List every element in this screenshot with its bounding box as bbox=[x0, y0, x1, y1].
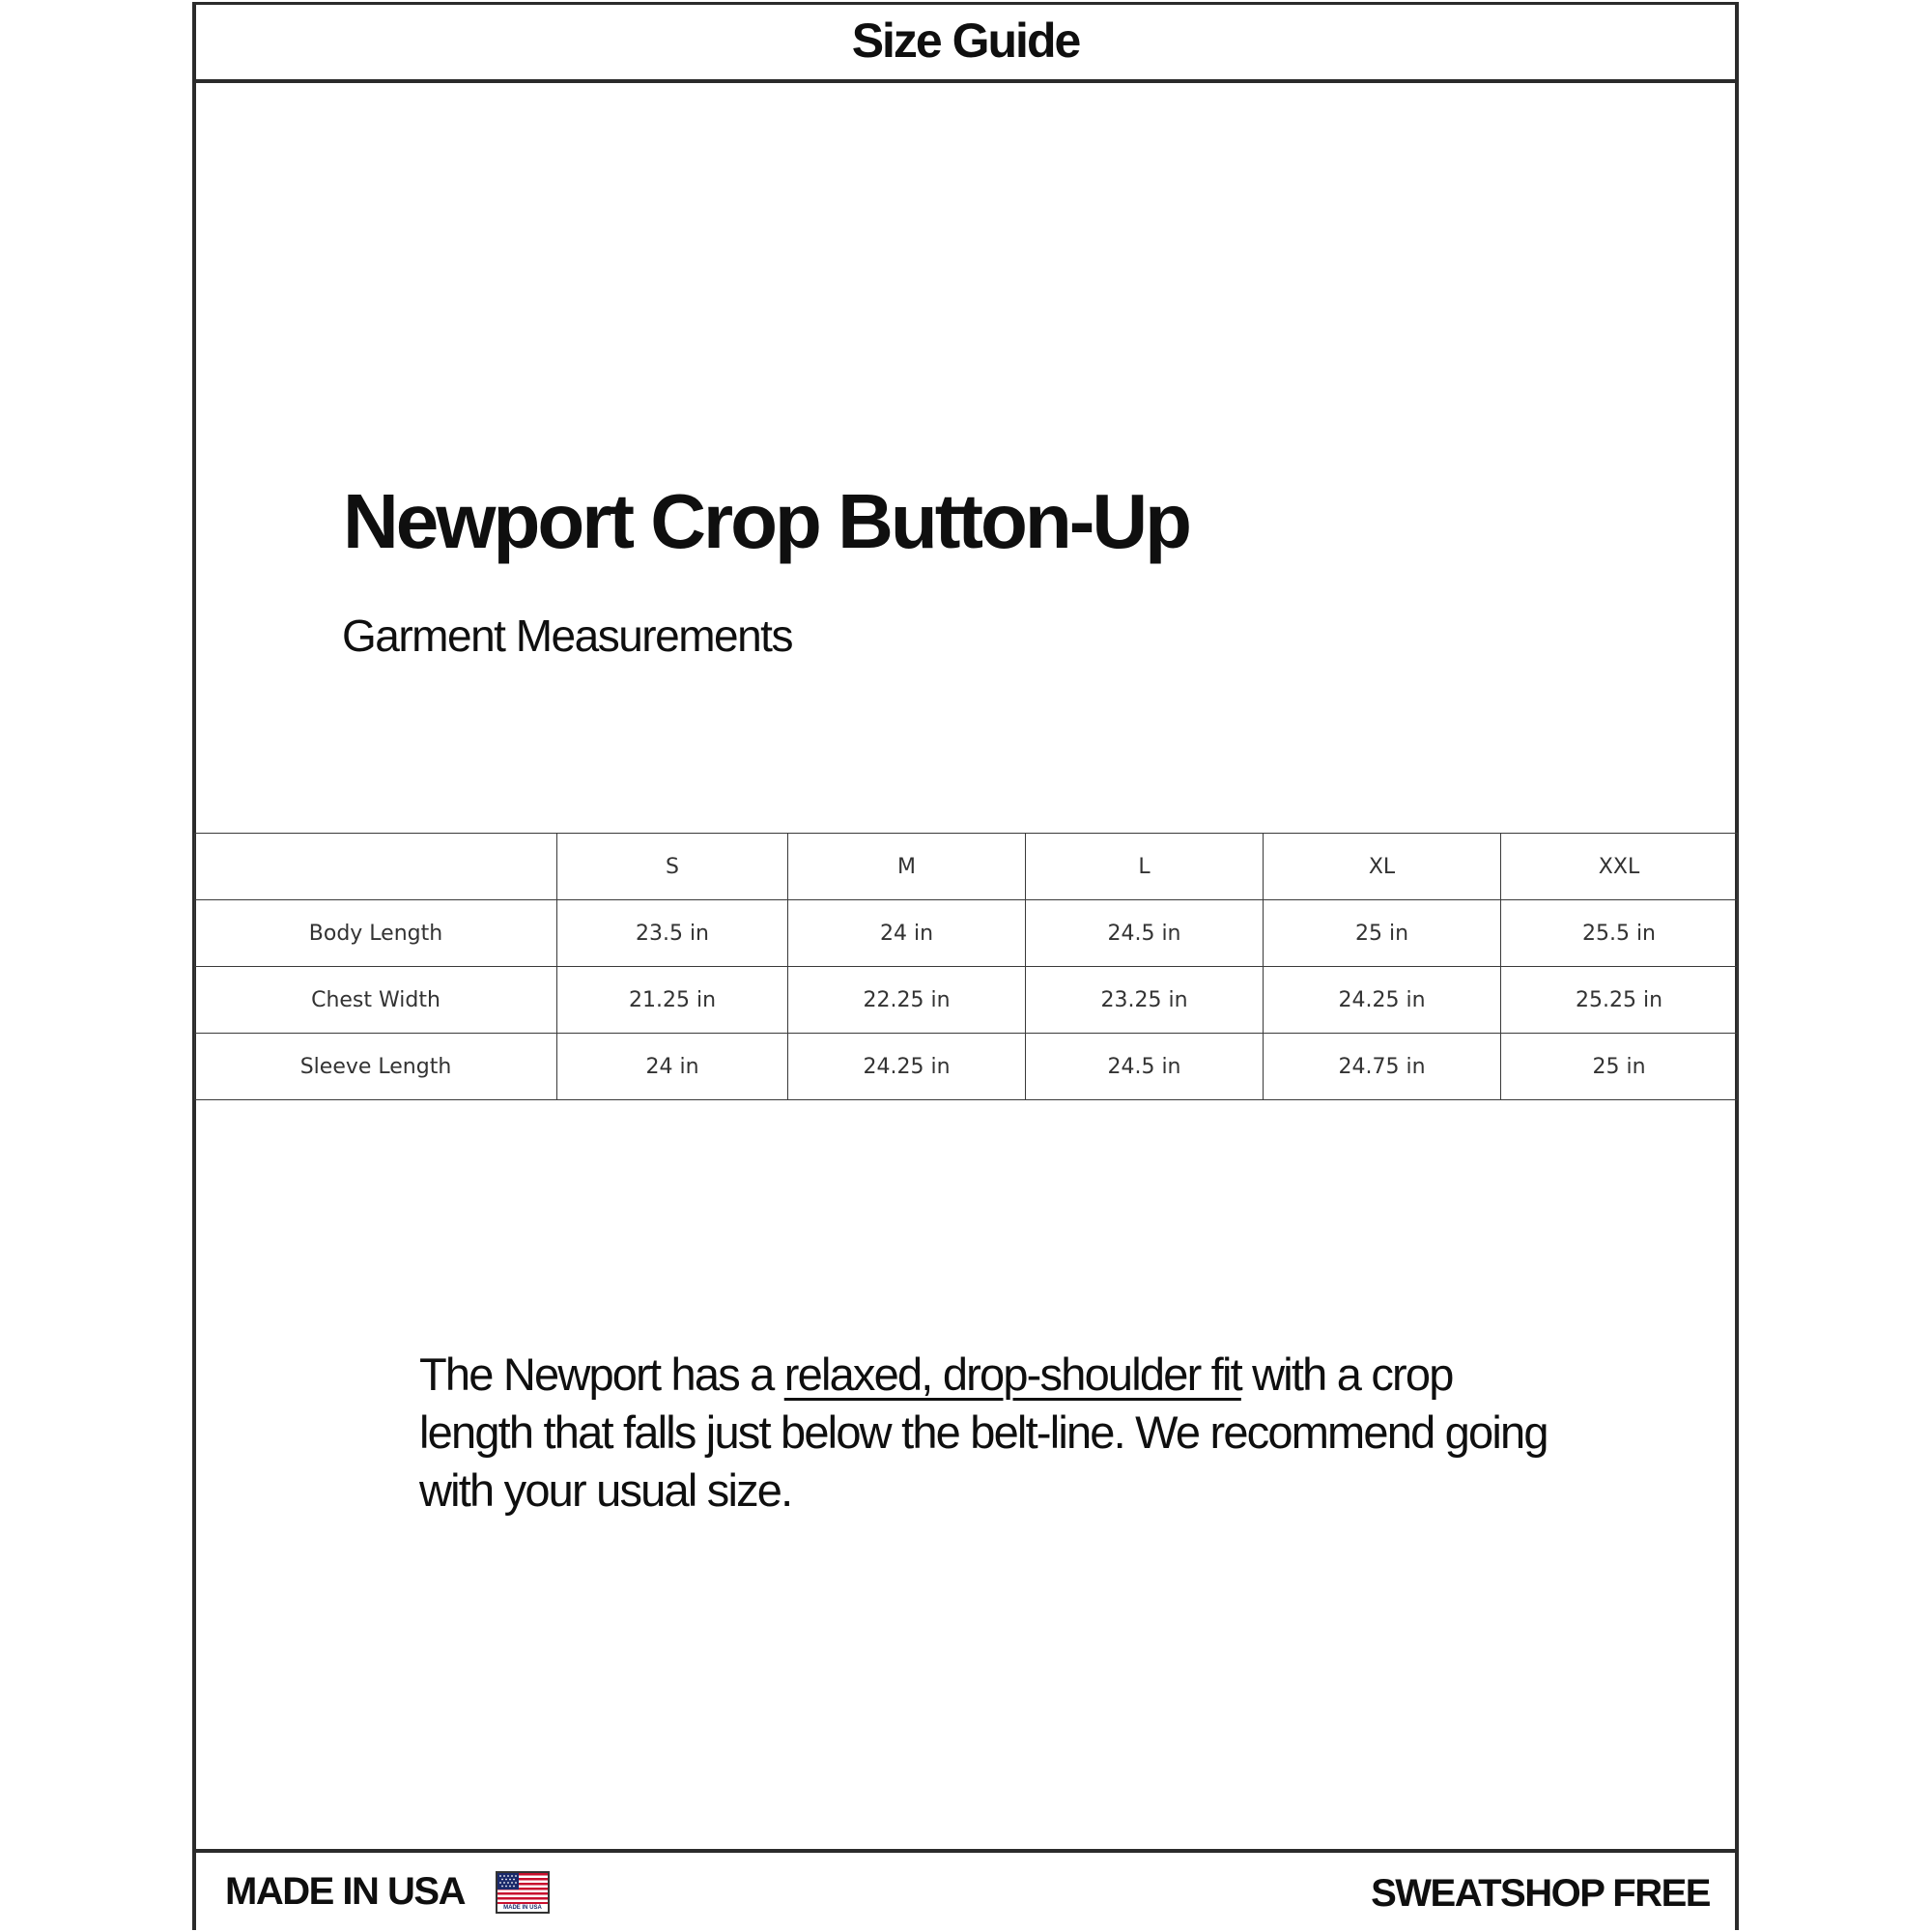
table-row bbox=[195, 1034, 1738, 1100]
product-subtitle: Garment Measurements bbox=[342, 611, 792, 661]
fit-description bbox=[419, 1346, 1569, 1520]
row-label: Chest Width bbox=[195, 967, 557, 1034]
table-cell: 25 in bbox=[1264, 900, 1501, 967]
table-cell: 21.25 in bbox=[557, 967, 788, 1034]
row-label: Sleeve Length bbox=[195, 1034, 557, 1100]
table-cell: 24.25 in bbox=[788, 1034, 1026, 1100]
flag-badge-text: MADE IN USA bbox=[503, 1904, 542, 1911]
column-header-s: S bbox=[557, 834, 788, 900]
table-cell: 24.5 in bbox=[1026, 1034, 1264, 1100]
fit-link[interactable]: relaxed, drop-shoulder fit bbox=[783, 1349, 1241, 1400]
product-title: Newport Crop Button-Up bbox=[343, 478, 1190, 564]
table-cell: 24.5 in bbox=[1026, 900, 1264, 967]
row-label: Body Length bbox=[195, 900, 557, 967]
table-cell: 22.25 in bbox=[788, 967, 1026, 1034]
table-cell: 24 in bbox=[788, 900, 1026, 967]
table-cell: 24.25 in bbox=[1264, 967, 1501, 1034]
footer-left bbox=[225, 1870, 550, 1914]
table-cell: 23.25 in bbox=[1026, 967, 1264, 1034]
made-in-usa-label: MADE IN USA bbox=[225, 1870, 465, 1913]
table-cell: 24 in bbox=[557, 1034, 788, 1100]
column-header-l: L bbox=[1026, 834, 1264, 900]
column-header-m: M bbox=[788, 834, 1026, 900]
column-header bbox=[195, 834, 557, 900]
sweatshop-free-label: SWEATSHOP FREE bbox=[1371, 1872, 1710, 1915]
description-text-after: with a crop length that falls just below the belt-line. We recommend going with your usual size. bbox=[419, 1349, 1548, 1516]
table-cell: 25.25 in bbox=[1501, 967, 1738, 1034]
table-row bbox=[195, 967, 1738, 1034]
header bbox=[192, 2, 1739, 83]
column-header-xl: XL bbox=[1264, 834, 1501, 900]
column-header-xxl: XXL bbox=[1501, 834, 1738, 900]
table-cell: 25.5 in bbox=[1501, 900, 1738, 967]
us-flag-icon bbox=[496, 1871, 550, 1914]
table-cell: 25 in bbox=[1501, 1034, 1738, 1100]
table-cell: 23.5 in bbox=[557, 900, 788, 967]
size-table bbox=[194, 833, 1738, 1100]
table-row bbox=[195, 900, 1738, 967]
table-header-row bbox=[195, 834, 1738, 900]
description-text-before: The Newport has a bbox=[419, 1349, 784, 1400]
footer bbox=[192, 1849, 1739, 1932]
table-cell: 24.75 in bbox=[1264, 1034, 1501, 1100]
page-title: Size Guide bbox=[851, 14, 1080, 68]
